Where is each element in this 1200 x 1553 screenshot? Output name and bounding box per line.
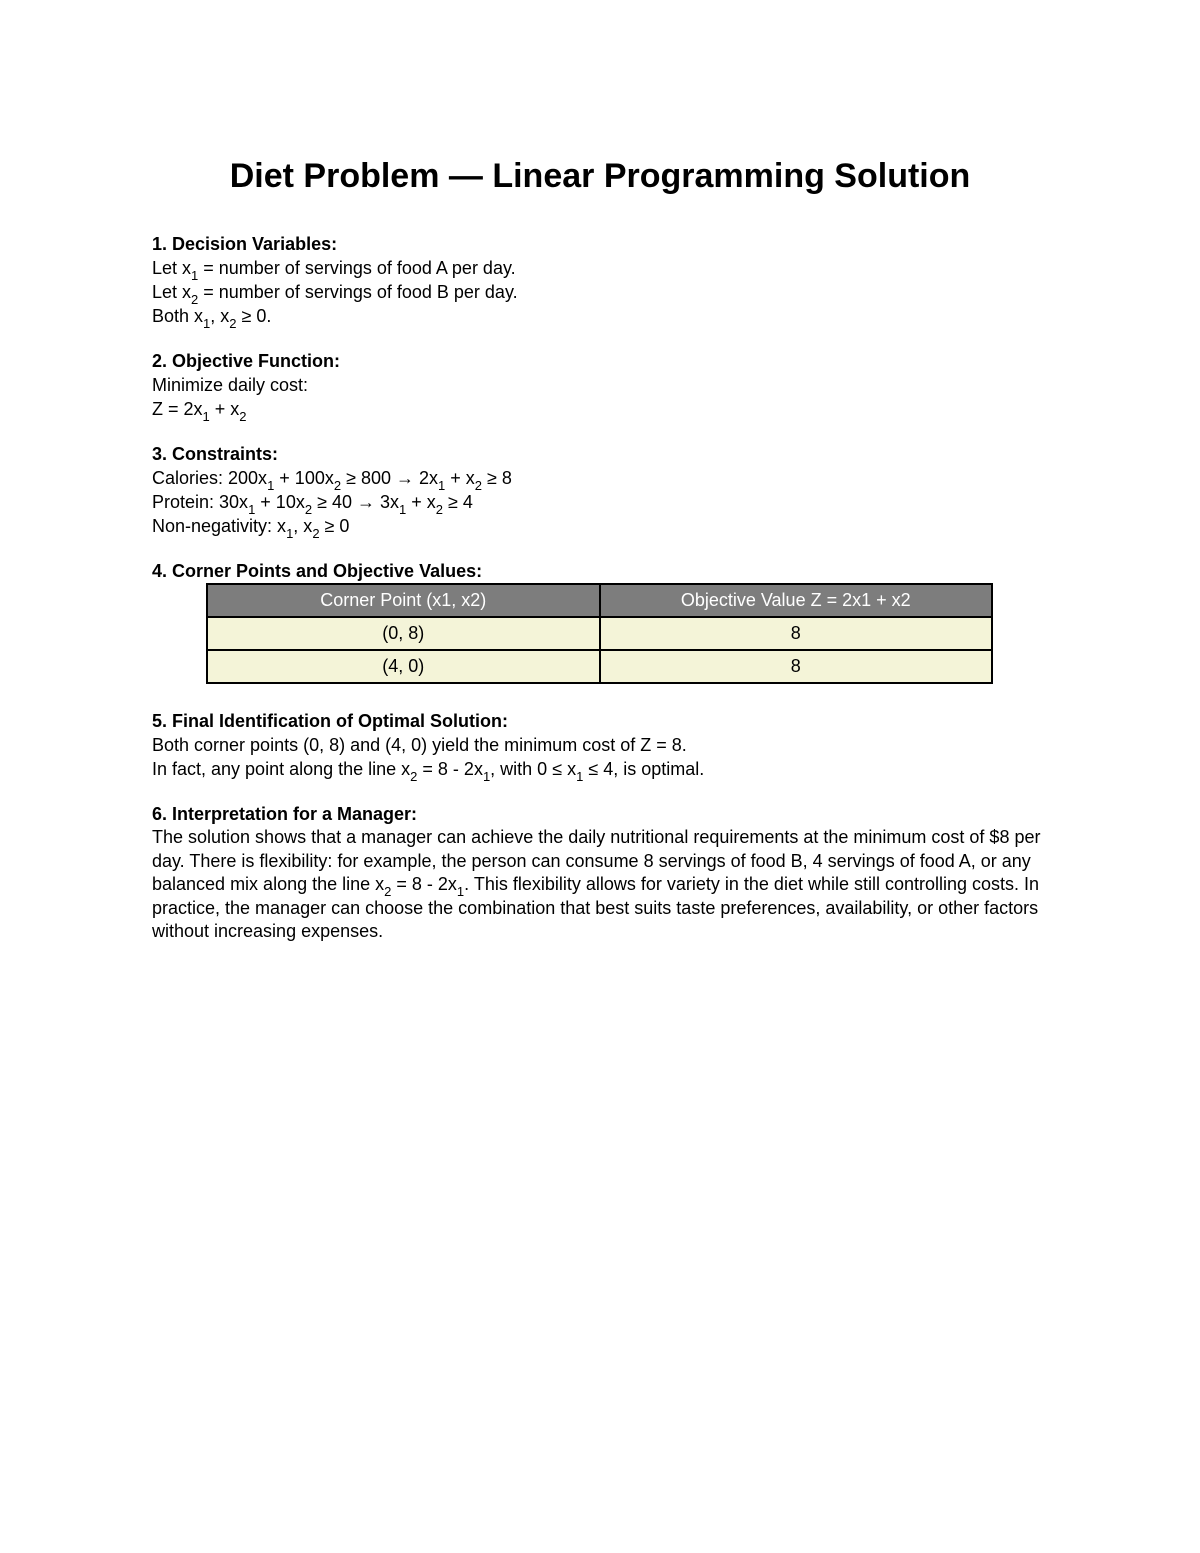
constraint-nonnegativity: Non-negativity: $x_1$, $x_2 \ge 0$ (152, 516, 350, 541)
column-header: Objective Value Z = 2x1 + x2 (600, 584, 993, 617)
document-body (152, 232, 1052, 965)
objective-equation: $Z = 2x_1 + x_2$ (152, 399, 247, 424)
variable-x1-definition: Let $x_1$ = number of servings of food A per day. (152, 258, 516, 283)
section-decision-variables (152, 232, 1052, 331)
corner-point-cell: (4, 0) (207, 650, 600, 683)
section-constraints (152, 442, 1052, 541)
page-title: Diet Problem — Linear Programming Solution (229, 157, 971, 195)
table-row (207, 617, 992, 650)
section-heading: 2. Objective Function: (152, 351, 341, 371)
optimal-statement: Both corner points (0, 8) and (4, 0) yield the minimum cost of Z = 8. (152, 735, 687, 755)
section-heading: 6. Interpretation for a Manager: (152, 804, 418, 824)
constraint-calories: Calories: $200x_1 + 100x_2 \ge 800 \to 2x_1 + x_2 \ge 8$ (152, 468, 512, 493)
corner-point-cell: (0, 8) (207, 617, 600, 650)
table-row (207, 650, 992, 683)
objective-value-cell: 8 (600, 650, 993, 683)
corner-points-table (206, 583, 993, 684)
section-optimal-solution (152, 709, 1052, 784)
optimal-line-statement: In fact, any point along the line $x_2 = 8 - 2x_1$, with $0 \le x_1 \le 4$, is optimal. (152, 759, 705, 784)
interpretation-paragraph: The solution shows that a manager can achieve the daily nutritional requirements at the minimum cost of $8 per day. There is flexibility: for example, the person can consume 8 servings of food B, 4 servings of food A, or any balanced mix along the line $x_2 = 8 - 2x_1$. This flexibility allows for variety in the diet while still controlling costs. In practice, the manager can choose the combination that best suits taste preferences, availability, or other factors without increasing expenses. (152, 827, 1041, 942)
table-header-row (207, 584, 992, 617)
section-manager-interpretation (152, 802, 1052, 944)
section-heading: 1. Decision Variables: (152, 234, 338, 254)
section-objective-function (152, 349, 1052, 424)
variable-x2-definition: Let $x_2$ = number of servings of food B per day. (152, 282, 518, 307)
section-corner-points (152, 559, 1052, 684)
variable-nonnegativity: Both $x_1$, $x_2 \ge 0$. (152, 306, 272, 331)
constraint-protein: Protein: $30x_1 + 10x_2 \ge 40 \to 3x_1 + x_2 \ge 4$ (152, 492, 473, 517)
section-heading: 4. Corner Points and Objective Values: (152, 561, 483, 581)
section-heading: 3. Constraints: (152, 444, 279, 464)
objective-value-cell: 8 (600, 617, 993, 650)
section-heading: 5. Final Identification of Optimal Solution: (152, 711, 508, 731)
objective-description: Minimize daily cost: (152, 375, 309, 395)
column-header: Corner Point (x1, x2) (207, 584, 600, 617)
